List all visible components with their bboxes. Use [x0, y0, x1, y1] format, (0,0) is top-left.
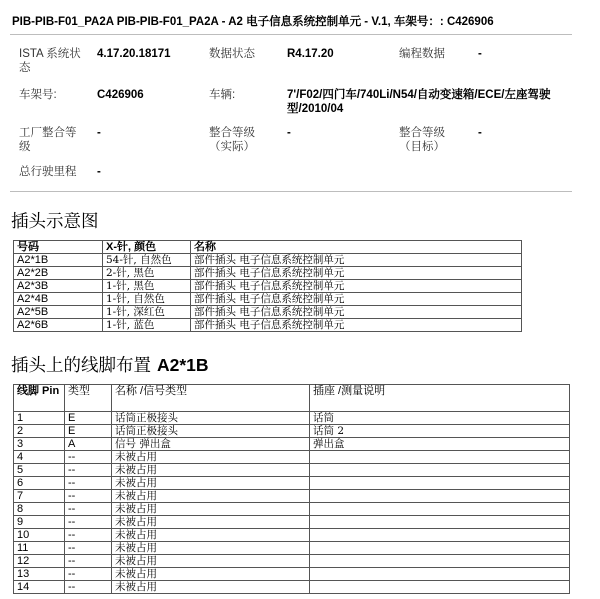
connector-header-row: [14, 241, 522, 254]
pin-row-cell: 7: [14, 490, 65, 503]
pin-row: [14, 542, 570, 555]
connector-row-cell: A2*5B: [14, 306, 103, 319]
pin-row-cell: 信号 弹出盒: [112, 438, 310, 451]
pin-row: [14, 555, 570, 568]
pin-row-cell: --: [65, 451, 112, 464]
pin-row-cell: [310, 581, 570, 594]
pin-row-cell: 未被占用: [112, 516, 310, 529]
pin-row-cell: 未被占用: [112, 451, 310, 464]
pin-row-cell: [310, 477, 570, 490]
vin-label: 车架号:: [19, 89, 57, 101]
pin-row-cell: 未被占用: [112, 464, 310, 477]
pin-row-cell: E: [65, 412, 112, 425]
info-divider: [10, 191, 572, 192]
pin-row-cell: --: [65, 490, 112, 503]
pin-row: [14, 464, 570, 477]
pin-row: [14, 581, 570, 594]
connector-row-cell: 部件插头 电子信息系统控制单元: [191, 319, 522, 332]
connector-row-cell: 1-针, 深红色: [103, 306, 191, 319]
connector-row-cell: A2*4B: [14, 293, 103, 306]
connector-row-cell: 1-针, 蓝色: [103, 319, 191, 332]
pin-row-cell: --: [65, 542, 112, 555]
pin-row-cell: [310, 464, 570, 477]
pin-row-cell: --: [65, 581, 112, 594]
connector-row-cell: A2*3B: [14, 280, 103, 293]
pin-row-cell: 2: [14, 425, 65, 438]
pin-header-row: [14, 385, 570, 412]
connector-row-cell: 54-针, 自然色: [103, 254, 191, 267]
connector-row: [14, 280, 522, 293]
pin-row: [14, 516, 570, 529]
pin-row-cell: --: [65, 503, 112, 516]
pin-row-cell: 话筒: [310, 412, 570, 425]
actual-level-label: 整合等级（实际）: [209, 127, 255, 153]
col-socket-header: 插座 /测量说明: [310, 385, 570, 412]
pin-row-cell: 未被占用: [112, 581, 310, 594]
pin-row: [14, 451, 570, 464]
pin-row-cell: 3: [14, 438, 65, 451]
pin-row-cell: 9: [14, 516, 65, 529]
col-type-header: 类型: [65, 385, 112, 412]
pin-row-cell: A: [65, 438, 112, 451]
programming-label: 编程数据: [399, 48, 445, 60]
factory-level-value: -: [97, 127, 101, 139]
col-pin-header: 线脚 Pin: [14, 385, 65, 412]
col-name-header: 名称: [191, 241, 522, 254]
pin-row-cell: 未被占用: [112, 542, 310, 555]
pin-row-cell: 未被占用: [112, 529, 310, 542]
pin-row-cell: 6: [14, 477, 65, 490]
pin-row: [14, 438, 570, 451]
pin-row-cell: --: [65, 516, 112, 529]
programming-value: -: [478, 48, 482, 60]
pin-row-cell: 4: [14, 451, 65, 464]
pin-row-cell: 13: [14, 568, 65, 581]
actual-level-value: -: [287, 127, 291, 139]
vehicle-value: 7'/F02/四门车/740Li/N54/自动变速箱/ECE/左座驾驶型/2010/04: [287, 89, 551, 115]
connector-row-cell: 2-针, 黑色: [103, 267, 191, 280]
vin-value: C426906: [97, 89, 144, 101]
pin-row-cell: 10: [14, 529, 65, 542]
pin-heading: [11, 352, 209, 377]
connector-row-cell: 部件插头 电子信息系统控制单元: [191, 293, 522, 306]
pin-row-cell: 话筒正极接头: [112, 425, 310, 438]
pin-row-cell: 未被占用: [112, 477, 310, 490]
pin-table: [13, 384, 570, 594]
pin-row-cell: E: [65, 425, 112, 438]
ista-label: ISTA 系统状态: [19, 48, 81, 74]
pin-row-cell: [310, 490, 570, 503]
connector-row-cell: 1-针, 黑色: [103, 280, 191, 293]
pin-row: [14, 412, 570, 425]
pin-row-cell: --: [65, 555, 112, 568]
data-status-label: 数据状态: [209, 48, 255, 60]
mileage-value: -: [97, 166, 101, 178]
pin-row-cell: --: [65, 464, 112, 477]
pin-row-cell: [310, 451, 570, 464]
col-pins-color-header: X-针, 颜色: [103, 241, 191, 254]
pin-row-cell: 未被占用: [112, 490, 310, 503]
connector-row: [14, 319, 522, 332]
factory-level-label: 工厂整合等级: [19, 127, 77, 153]
connector-table: [13, 240, 522, 332]
pin-row: [14, 490, 570, 503]
mileage-label: 总行驶里程: [19, 166, 77, 178]
pin-row-cell: [310, 516, 570, 529]
connector-row-cell: A2*6B: [14, 319, 103, 332]
pin-row-cell: 1: [14, 412, 65, 425]
pin-row-cell: 12: [14, 555, 65, 568]
pin-row: [14, 529, 570, 542]
pin-row-cell: 8: [14, 503, 65, 516]
pin-row-cell: 5: [14, 464, 65, 477]
connector-row-cell: A2*2B: [14, 267, 103, 280]
pin-row-cell: [310, 568, 570, 581]
pin-row-cell: --: [65, 568, 112, 581]
pin-row-cell: --: [65, 477, 112, 490]
pin-row-cell: 话筒 2: [310, 425, 570, 438]
pin-row: [14, 568, 570, 581]
connector-row: [14, 267, 522, 280]
data-status-value: R4.17.20: [287, 48, 334, 60]
connector-row: [14, 254, 522, 267]
document-title: PIB-PIB-F01_PA2A PIB-PIB-F01_PA2A - A2 电子信息系统控制单元 - V.1, 车架号：: C426906: [12, 16, 494, 28]
connector-heading: 插头示意图: [11, 212, 99, 232]
pin-row: [14, 503, 570, 516]
pin-row-cell: 未被占用: [112, 568, 310, 581]
pin-row: [14, 425, 570, 438]
connector-row-cell: 部件插头 电子信息系统控制单元: [191, 280, 522, 293]
pin-row-cell: 未被占用: [112, 503, 310, 516]
vehicle-label: 车辆:: [209, 89, 236, 101]
connector-row-cell: A2*1B: [14, 254, 103, 267]
pin-row-cell: 11: [14, 542, 65, 555]
pin-row-cell: [310, 503, 570, 516]
pin-heading-text: 插头上的线脚布置: [11, 356, 151, 376]
top-divider: [10, 34, 572, 35]
pin-row: [14, 477, 570, 490]
target-level-label: 整合等级（目标）: [399, 127, 445, 153]
pin-row-cell: [310, 529, 570, 542]
pin-row-cell: 14: [14, 581, 65, 594]
ista-value: 4.17.20.18171: [97, 48, 171, 60]
pin-row-cell: [310, 542, 570, 555]
connector-row-cell: 部件插头 电子信息系统控制单元: [191, 306, 522, 319]
col-number-header: 号码: [14, 241, 103, 254]
pin-row-cell: 弹出盒: [310, 438, 570, 451]
pin-row-cell: 未被占用: [112, 555, 310, 568]
connector-row: [14, 293, 522, 306]
pin-row-cell: 话筒正极接头: [112, 412, 310, 425]
pin-heading-code: A2*1B: [157, 355, 209, 375]
target-level-value: -: [478, 127, 482, 139]
connector-row-cell: 1-针, 自然色: [103, 293, 191, 306]
connector-row-cell: 部件插头 电子信息系统控制单元: [191, 267, 522, 280]
pin-row-cell: --: [65, 529, 112, 542]
connector-row: [14, 306, 522, 319]
col-signal-header: 名称 /信号类型: [112, 385, 310, 412]
pin-row-cell: [310, 555, 570, 568]
connector-row-cell: 部件插头 电子信息系统控制单元: [191, 254, 522, 267]
